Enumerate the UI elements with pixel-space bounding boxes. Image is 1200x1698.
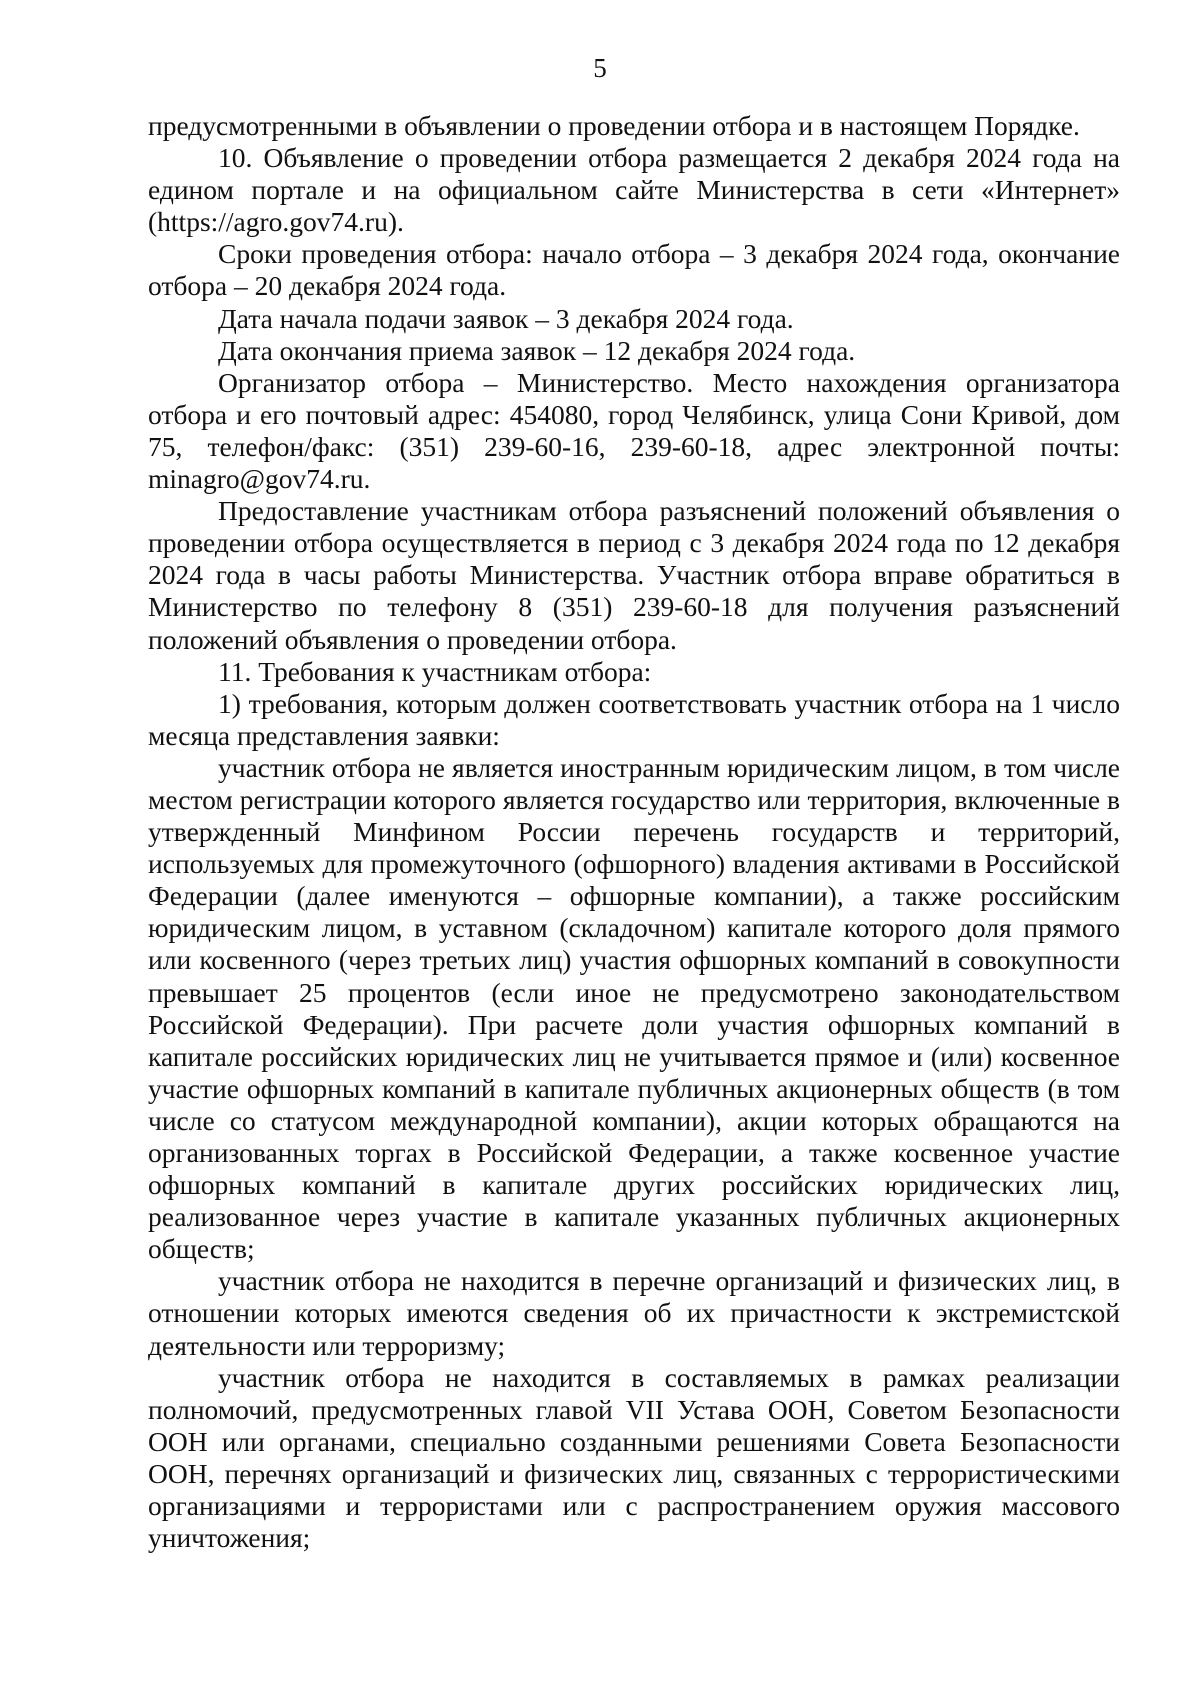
paragraph-clarifications: Предоставление участникам отбора разъяснений положений объявления о проведении отбора осуществляется в период с 3 декабря 2024 года по 12 декабря 2024 года в часы работы Министерства. Участник отбора вправе обратиться в Министерство по телефону 8 (351) 239-60-18 для получения разъяснений положений объявления о проведении отбора. — [148, 495, 1120, 655]
paragraph-item-11: 11. Требования к участникам отбора: — [218, 655, 652, 687]
page-number: 5 — [593, 53, 607, 83]
paragraph-extremism-requirement: участник отбора не находится в перечне организаций и физических лиц, в отношении которых имеются сведения об их причастности к экстремистской деятельности или терроризму; — [148, 1265, 1120, 1361]
paragraph-organizer: Организатор отбора – Министерство. Место нахождения организатора отбора и его почтовый адрес: 454080, город Челябинск, улица Сони Кривой, дом 75, телефон/факс: (351) 239-60-16, 239-60-18, адрес электронной почты: minagro@gov74.ru. — [148, 366, 1120, 495]
document-body — [148, 110, 1120, 1554]
paragraph-continuation: предусмотренными в объявлении о проведении отбора и в настоящем Порядке. — [148, 110, 1080, 141]
paragraph-requirements-1: 1) требования, которым должен соответствовать участник отбора на 1 число месяца представления заявки: — [148, 687, 1120, 751]
paragraph-un-sanctions-requirement: участник отбора не находится в составляемых в рамках реализации полномочий, предусмотренных главой VII Устава ООН, Советом Безопасности ООН или органами, специально созданными решениями Совета Безопасности ООН, перечнях организаций и физических лиц, связанных с террористическими организациями и террористами или с распространением оружия массового уничтожения; — [148, 1361, 1120, 1554]
paragraph-offshore-requirement: участник отбора не является иностранным юридическим лицом, в том числе местом регистрации которого является государство или территория, включенные в утвержденный Минфином России перечень государств и территорий, используемых для промежуточного (офшорного) владения активами в Российской Федерации (далее именуются – офшорные компании), а также российским юридическим лицом, в уставном (складочном) капитале которого доля прямого или косвенного (через третьих лиц) участия офшорных компаний в совокупности превышает 25 процентов (если иное не предусмотрено законодательством Российской Федерации). При расчете доли участия офшорных компаний в капитале российских юридических лиц не учитывается прямое и (или) косвенное участие офшорных компаний в капитале публичных акционерных обществ (в том числе со статусом международной компании), акции которых обращаются на организованных торгах в Российской Федерации, а также косвенное участие офшорных компаний в капитале других российских юридических лиц, реализованное через участие в капитале указанных публичных акционерных обществ; — [148, 751, 1120, 1265]
paragraph-application-end: Дата окончания приема заявок – 12 декабря 2024 года. — [218, 334, 856, 366]
paragraph-item-10: 10. Объявление о проведении отбора размещается 2 декабря 2024 года на едином портале и на официальном сайте Министерства в сети «Интернет» (https://agro.gov74.ru). — [148, 142, 1120, 238]
paragraph-application-start: Дата начала подачи заявок – 3 декабря 2024 года. — [218, 302, 794, 334]
paragraph-selection-dates: Сроки проведения отбора: начало отбора – 3 декабря 2024 года, окончание отбора – 20 декабря 2024 года. — [148, 238, 1120, 302]
